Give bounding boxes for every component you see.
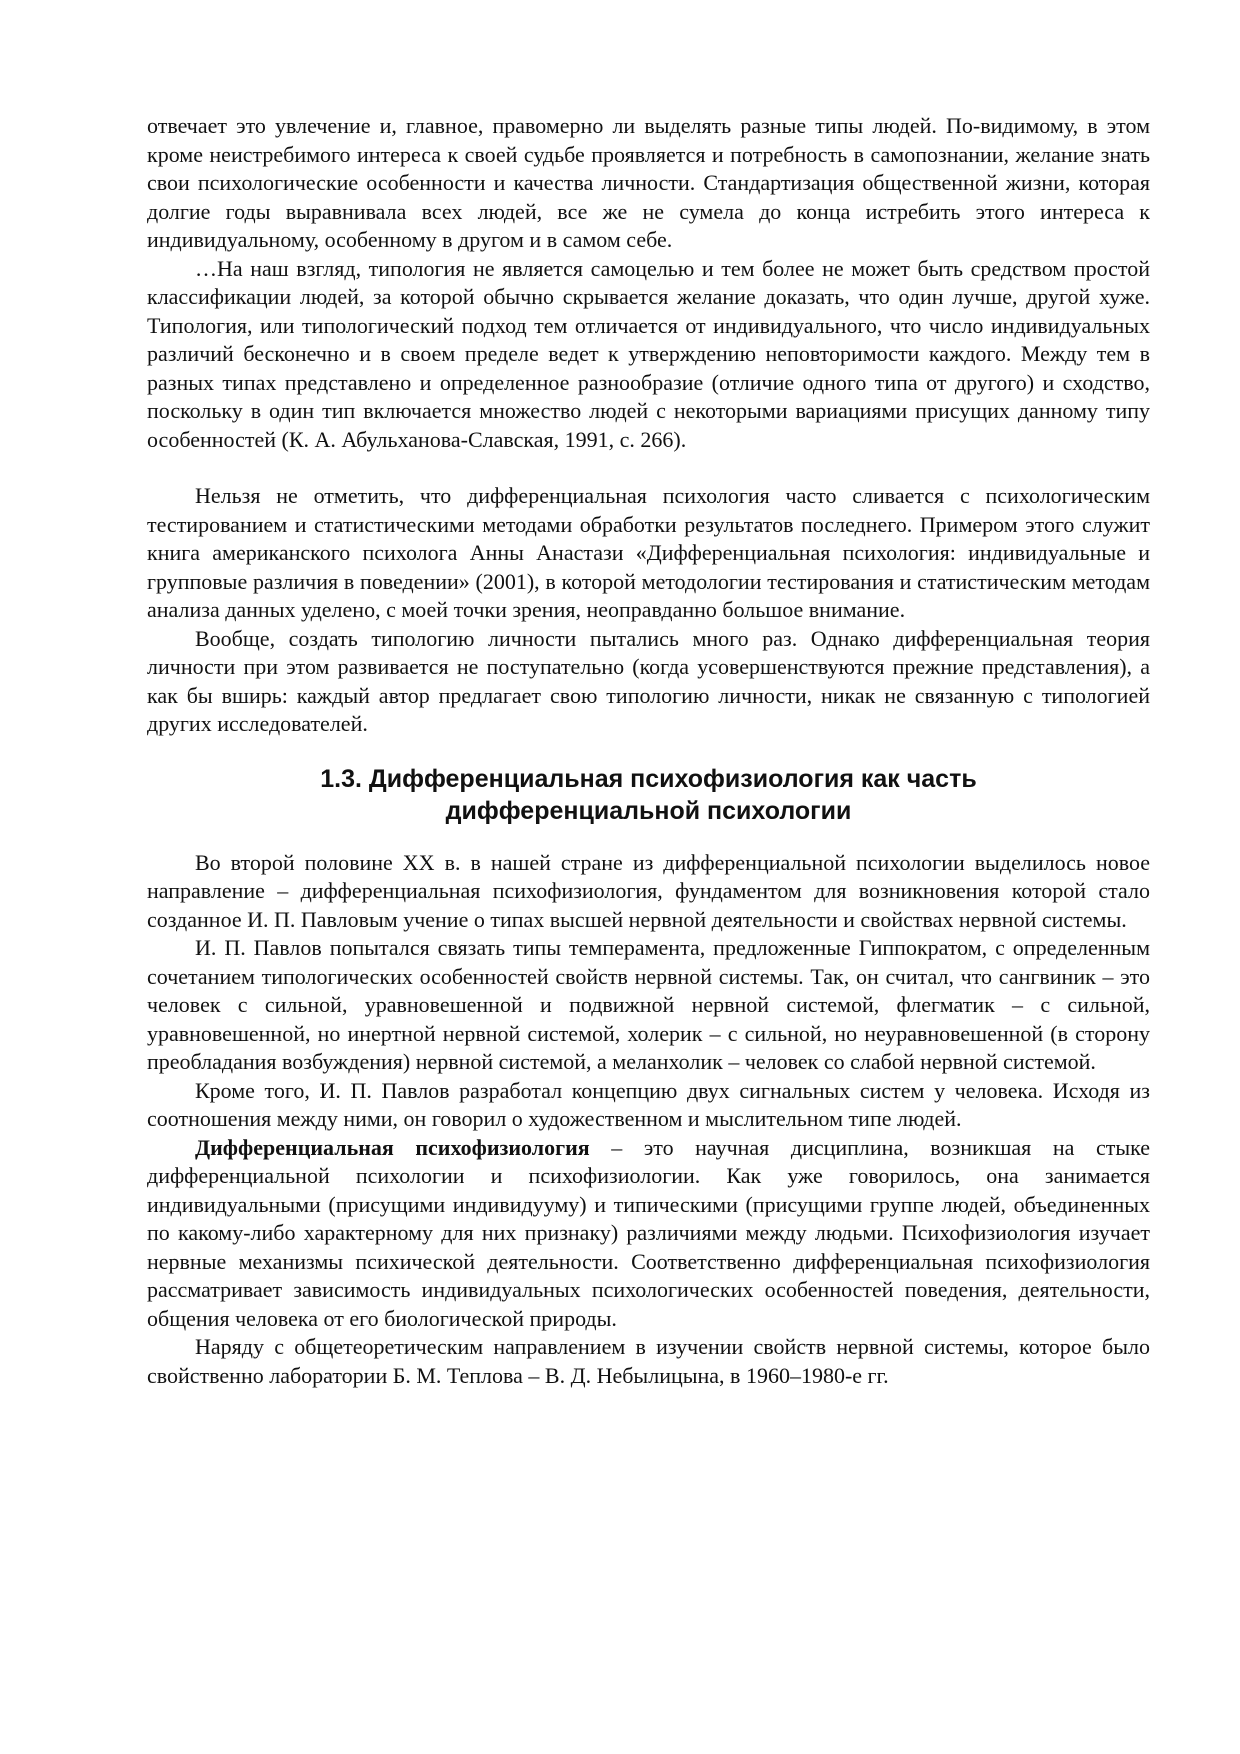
paragraph-spacer [147,454,1150,482]
paragraph-quote-typology: …На наш взгляд, типология не является самоцелью и тем более не может быть средством простой классификации людей, за которой обычно скрывается желание доказать, что один лучше, другой хуже. Типология, или типологический подход тем отличается от индивидуального, что число индивидуальных различий бесконечно и в своем пределе ведет к утверждению неповторимости каждого. Между тем в разных типах представлено и определенное разнообразие (отличие одного типа от другого) и сходство, поскольку в один тип включается множество людей с некоторыми вариациями присущих данному типу особенностей (К. А. Абульханова-Славская, 1991, с. 266). [147,255,1150,452]
paragraph-testing: Нельзя не отметить, что дифференциальная психология часто сливается с психологическим тестированием и статистическими методами обработки результатов последнего. Примером этого служит книга американского психолога Анны Анастази «Дифференциальная психология: индивидуальные и групповые различия в поведении» (2001), в которой методологии тестирования и статистическим методам анализа данных уделено, с моей точки зрения, неоправданно большое внимание. [147,483,1150,622]
paragraph-definition [147,1134,1150,1334]
section-heading-line-1: 1.3. Дифференциальная психофизиология как часть [320,764,977,793]
section-heading [147,763,1150,827]
paragraph-signal-systems: Кроме того, И. П. Павлов разработал концепцию двух сигнальных систем у человека. Исходя из соотношения между ними, он говорил о художественном и мыслительном типе людей. [147,1077,1150,1131]
paragraph-last: Наряду с общетеоретическим направлением в изучении свойств нервной системы, которое было свойственно лаборатории Б. М. Теплова – В. Д. Небылицына, в 1960–1980-е гг. [147,1334,1150,1388]
section-heading-line-2: дифференциальной психологии [445,796,852,825]
definition-term: Дифференциальная психофизиология [195,1134,590,1160]
document-page [147,112,1150,1390]
paragraph-continuation: отвечает это увлечение и, главное, правомерно ли выделять разные типы людей. По-видимому, в этом кроме неистребимого интереса к своей судьбе проявляется и потребность в самопознании, желание знать свои психологические особенности и качества личности. Стандартизация общественной жизни, которая долгие годы выравнивала всех людей, все же не сумела до конца истребить этого интереса к индивидуальному, особенному в другом и в самом себе. [147,113,1150,252]
paragraph-new-direction: Во второй половине XX в. в нашей стране из дифференциальной психологии выделилось новое направление – дифференциальная психофизиология, фундаментом для возникновения которой стало созданное И. П. Павловым учение о типах высшей нервной деятельности и свойствах нервной системы. [147,849,1150,932]
definition-text: – это научная дисциплина, возникшая на стыке дифференциальной психологии и психофизиологии. Как уже говорилось, она занимается индивидуальными (присущими индивидууму) и типическими (присущими группе людей, объединенных по какому-либо характерному для них признаку) различиями между людьми. Психофизиология изучает нервные механизмы психической деятельности. Соответственно дифференциальная психофизиология рассматривает зависимость индивидуальных психологических особенностей поведения, деятельности, общения человека от его биологической природы. [147,1134,1151,1331]
paragraph-pavlov-temperament: И. П. Павлов попытался связать типы темперамента, предложенные Гиппократом, с определенным сочетанием типологических особенностей свойств нервной системы. Так, он считал, что сангвиник – это человек с сильной, уравновешенной и подвижной нервной системой, флегматик – с сильной, уравновешенной, но инертной нервной системой, холерик – с сильной, но неуравновешенной (в сторону преобладания возбуждения) нервной системой, а меланхолик – человек со слабой нервной системой. [147,935,1150,1074]
paragraph-typology-attempts: Вообще, создать типологию личности пытались много раз. Однако дифференциальная теория личности при этом развивается не поступательно (когда усовершенствуются прежние представления), а как бы вширь: каждый автор предлагает свою типологию личности, никак не связанную с типологией других исследователей. [147,625,1150,736]
